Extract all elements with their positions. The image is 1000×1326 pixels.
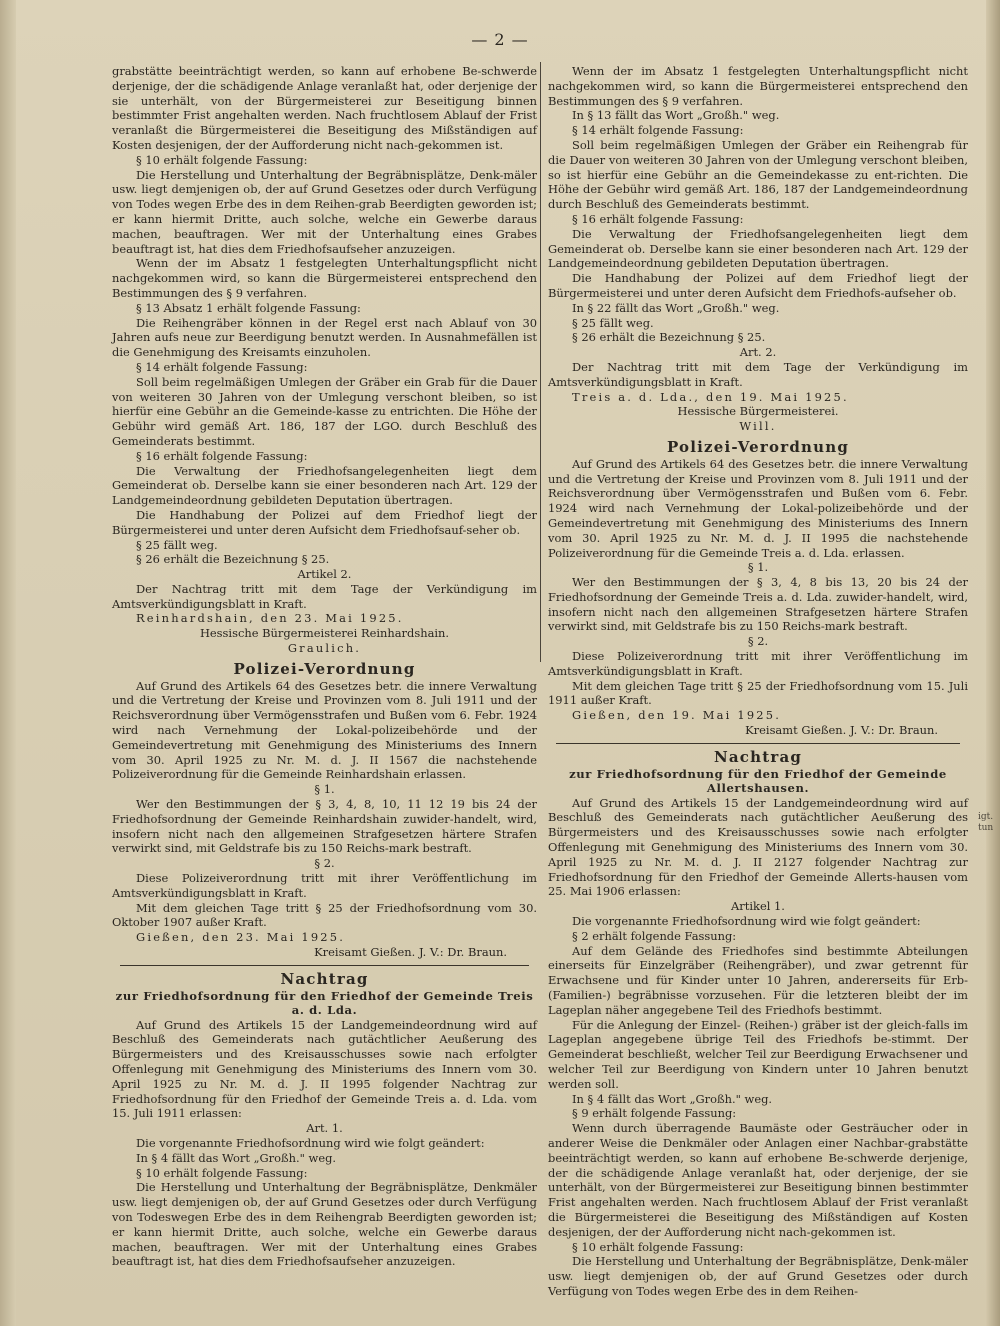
right-column <box>548 64 968 1299</box>
paragraph-number: § 1. <box>314 782 335 797</box>
paragraph: Wenn durch überragende Baumäste oder Gesträucher oder in anderer Weise die Denkmäler oder Anlagen einer Nachbar-grabstätte beeinträchtigt werden, so kann auf erhobene Be-schwerde derjenige, der die schädigende Anlage veranlaßt hat, oder derjenige, der sie unterhält, von der Bürgermeisterei zur Beseitigung binnen bestimmter Frist angehalten werden. Nach fruchtlosem Ablauf der Frist veranlaßt die Bürgermeisterei die Beseitigung des Mißständigen auf Kosten desjenigen, der der Aufforderung nicht nach-gekommen ist. <box>548 1121 968 1239</box>
page-number: — 2 — <box>471 30 529 49</box>
section-heading: § 10 erhält folgende Fassung: <box>136 152 308 167</box>
separator-rule <box>120 965 529 966</box>
section-heading: § 25 fällt weg. <box>136 537 218 552</box>
section-heading: § 14 erhält folgende Fassung: <box>136 359 308 374</box>
paragraph: Auf Grund des Artikels 64 des Gesetzes betr. die innere Verwaltung und die Vertretung der Kreise und Provinzen vom 8. Juli 1911 und der Reichsverordnung über Vermögensstrafen und Bußen vom 6. Febr. 1924 wird nach Vernehmung der Lokal-polizeibehörde und der Gemeindevertretung mit Genehmigung des Ministeriums des Innern vom 30. April 1925 zu Nr. M. d. J. II 1567 die nachstehende Polizeiverordnung für die Gemeinde Reinhardshain erlassen. <box>112 678 537 782</box>
paragraph: Soll beim regelmäßigen Umlegen der Gräber ein Grab für die Dauer von weiteren 30 Jahren von der Umlegung verschont bleiben, so ist hierfür eine Gebühr an die Gemeinde-kasse zu entrichten. Die Höhe der Gebühr wird gemäß Art. 186, 187 der LGO. durch Beschluß des Gemeinderats bestimmt. <box>112 374 537 448</box>
paragraph: Wer den Bestimmungen der § 3, 4, 8 bis 13, 20 bis 24 der Friedhofsordnung der Gemeinde Treis a. d. Lda. zuwider-handelt, wird, insofern nicht nach den allgemeinen Strafgesetzen härtere Strafen verwirkt sind, mit Geldstrafe bis zu 150 Reichs-mark bestraft. <box>548 575 968 634</box>
place-date: Treis a. d. Lda., den 19. Mai 1925. <box>572 389 849 404</box>
section-heading: § 10 erhält folgende Fassung: <box>136 1165 308 1180</box>
place-date: Gießen, den 23. Mai 1925. <box>136 930 346 945</box>
paragraph: Die vorgenannte Friedhofsordnung wird wie folgt geändert: <box>136 1135 485 1150</box>
paragraph: Der Nachtrag tritt mit dem Tage der Verkündigung im Amtsverkündigungsblatt in Kraft. <box>548 359 968 389</box>
section-heading: § 2 erhält folgende Fassung: <box>572 928 737 943</box>
page-right-edge <box>986 0 1000 1326</box>
signature: Kreisamt Gießen. J. V.: Dr. Braun. <box>745 723 938 738</box>
signature: Will. <box>739 419 777 434</box>
notice-subtitle: zur Friedhofsordnung für den Friedhof der Gemeinde Treis a. d. Lda. <box>115 988 534 1017</box>
paragraph: Wenn der im Absatz 1 festgelegten Unterhaltungspflicht nicht nachgekommen wird, so kann die Bürgermeisterei entsprechend den Bestimmungen des § 9 verfahren. <box>548 64 968 108</box>
separator-rule <box>556 743 960 744</box>
paragraph: Diese Polizeiverordnung tritt mit ihrer Veröffentlichung im Amtsverkündigungsblatt in Kraft. <box>112 871 537 900</box>
authority: Hessische Bürgermeisterei. <box>677 404 839 419</box>
authority: Hessische Bürgermeisterei Reinhardshain. <box>199 626 450 641</box>
paragraph: Die Handhabung der Polizei auf dem Friedhof liegt der Bürgermeisterei und unter deren Aufsicht dem Friedhofs-aufseher ob. <box>548 271 968 300</box>
article-heading: Art. 2. <box>739 345 777 360</box>
paragraph: Die Handhabung der Polizei auf dem Friedhof liegt der Bürgermeisterei und unter deren Aufsicht dem Friedhofsauf-seher ob. <box>112 507 537 537</box>
paragraph: Die Herstellung und Unterhaltung der Begräbnisplätze, Denk-mäler usw. liegt demjenigen ob, der auf Grund Gesetzes oder durch Verfügung von Todes wegen Erbe des in dem Reihen-grab Beerdigten geworden ist; er kann hiermit Dritte, auch solche, welche ein Gewerbe daraus machen, beauftragen. Wer mit der Unterhaltung eines Grabes beauftragt ist, hat dies dem Friedhofsaufseher anzuzeigen. <box>112 167 537 256</box>
paragraph: Auf Grund des Artikels 15 der Landgemeindeordnung wird auf Beschluß des Gemeinderats nach gutächtlicher Aeußerung des Bürgermeisters und des Kreisausschusses sowie nach erfolgter Offenlegung mit Genehmigung des Ministeriums des Innern vom 30. April 1925 zu Nr. M. d. J. II 1995 folgender Nachtrag zur Friedhofsordnung für den Friedhof der Gemeinde Treis a. d. Lda. vom 15. Juli 1911 erlassen: <box>112 1017 537 1121</box>
paragraph: grabstätte beeinträchtigt werden, so kann auf erhobene Be-schwerde derjenige, der die schädigende Anlage veranlaßt hat, oder derjenige der sie unterhält, von der Bürgermeisterei zur Beseitigung binnen bestimmter Frist angehalten werden. Nach fruchtlosem Ablauf der Frist veranlaßt die Bürgermeisterei die Beseitigung des Mißständigen auf Kosten desjenigen, der der Aufforderung nicht nach-gekommen ist. <box>112 64 537 152</box>
section-heading: In § 4 fällt das Wort „Großh." weg. <box>136 1150 337 1165</box>
section-heading: § 26 erhält die Bezeichnung § 25. <box>572 330 766 345</box>
article-heading: Art. 1. <box>306 1121 343 1136</box>
paragraph: Der Nachtrag tritt mit dem Tage der Verkündigung im Amtsverkündigungsblatt in Kraft. <box>112 581 537 611</box>
section-heading: § 10 erhält folgende Fassung: <box>572 1239 744 1254</box>
notice-title: Nachtrag <box>713 747 803 766</box>
section-heading: § 14 erhält folgende Fassung: <box>572 123 744 138</box>
paragraph: Die Verwaltung der Friedhofsangelegenheiten liegt dem Gemeinderat ob. Derselbe kann sie einer besonderen nach Art. 129 der Landgemeindeordnung gebildeten Deputation übertragen. <box>548 226 968 271</box>
section-heading: § 16 erhält folgende Fassung: <box>572 211 744 226</box>
notice-title: Nachtrag <box>280 969 369 988</box>
paragraph-number: § 1. <box>747 560 769 575</box>
paragraph: Die Herstellung und Unterhaltung der Begräbnisplätze, Denk-mäler usw. liegt demjenigen ob, der auf Grund Gesetzes oder durch Verfügung von Todes wegen Erbe des in dem Reihen- <box>548 1254 968 1298</box>
page-binding-edge <box>0 0 16 1326</box>
signature: Graulich. <box>287 641 362 656</box>
column-divider <box>540 62 541 662</box>
paragraph: Für die Anlegung der Einzel- (Reihen-) gräber ist der gleich-falls im Lageplan angegebene übrige Teil des Friedhofs be-stimmt. Der Gemeinderat beschließt, welcher Teil zur Beerdigung Erwachsener und welcher Teil zur Beerdigung von Kindern unter 10 Jahren benutzt werden soll. <box>548 1017 968 1091</box>
paragraph: Mit dem gleichen Tage tritt § 25 der Friedhofsordnung vom 30. Oktober 1907 außer Kraft. <box>112 900 537 930</box>
notice-title: Polizei-Verordnung <box>666 437 850 456</box>
place-date: Reinhardshain, den 23. Mai 1925. <box>136 611 404 626</box>
paragraph: Wenn der im Absatz 1 festgelegten Unterhaltungspflicht nicht nachgekommen wird, so kann die Bürgermeisterei entsprechend den Bestimmungen des § 9 verfahren. <box>112 256 537 300</box>
paragraph: Soll beim regelmäßigen Umlegen der Gräber ein Reihengrab für die Dauer von weiteren 30 Jahren von der Umlegung verschont bleiben, so ist hierfür eine Gebühr an die Gemeindekasse zu ent-richten. Die Höhe der Gebühr wird gemäß Art. 186, 187 der Landgemeindeordnung durch Beschluß des Gemeinderats bestimmt. <box>548 137 968 212</box>
paragraph-number: § 2. <box>747 634 769 649</box>
section-heading: § 16 erhält folgende Fassung: <box>136 448 308 463</box>
margin-note: igt. tun <box>978 812 994 833</box>
paragraph-number: § 2. <box>314 856 335 871</box>
notice-title: Polizei-Verordnung <box>233 659 416 678</box>
section-heading: In § 22 fällt das Wort „Großh." weg. <box>572 300 780 315</box>
paragraph: Die vorgenannte Friedhofsordnung wird wie folgt geändert: <box>572 914 921 929</box>
paragraph: Die Herstellung und Unterhaltung der Begräbnisplätze, Denkmäler usw. liegt demjenigen ob, der auf Grund Gesetzes oder durch Verfügung von Todeswegen Erbe des in dem Reihengrab Beerdigten geworden ist; er kann hiermit Dritte, auch solche, welche ein Gewerbe daraus machen, beauftragen. Wer mit der Unterhaltung eines Grabes beauftragt ist, hat dies dem Friedhofsaufseher anzuzeigen. <box>112 1180 537 1269</box>
place-date: Gießen, den 19. Mai 1925. <box>572 708 782 723</box>
section-heading: § 13 Absatz 1 erhält folgende Fassung: <box>136 300 361 315</box>
section-heading: In § 4 fällt das Wort „Großh." weg. <box>572 1091 773 1106</box>
paragraph: Auf Grund des Artikels 15 der Landgemeindeordnung wird auf Beschluß des Gemeinderats nach gutächtlicher Aeußerung des Bürgermeisters und des Kreisausschusses sowie nach erfolgter Offenlegung mit Genehmigung des Ministeriums des Innern vom 30. April 1925 zu Nr. M. d. J. II 2127 folgender Nachtrag zur Friedhofsordnung für den Friedhof der Gemeinde Allerts-hausen vom 25. Mai 1906 erlassen: <box>548 795 968 899</box>
section-heading: In § 13 fällt das Wort „Großh." weg. <box>572 108 780 123</box>
paragraph: Auf Grund des Artikels 64 des Gesetzes betr. die innere Verwaltung und die Vertretung der Kreise und Provinzen vom 8. Juli 1911 und der Reichsverordnung über Vermögensstrafen und Bußen vom 6. Febr. 1924 wird nach Vernehmung der Lokal-polizeibehörde und der Gemeindevertretung mit Genehmigung des Ministeriums des Innern vom 30. April 1925 zu Nr. M. d. J. II 1995 die nachstehende Polizeiverordnung für die Gemeinde Treis a. d. Lda. erlassen. <box>548 456 968 560</box>
paragraph: Wer den Bestimmungen der § 3, 4, 8, 10, 11 12 19 bis 24 der Friedhofsordnung der Gemeinde Reinhardshain zuwider-handelt, wird, insofern nicht nach den allgemeinen Strafgesetzen härtere Strafen verwirkt sind, mit Geldstrafe bis zu 150 Reichs-mark bestraft. <box>112 797 537 856</box>
paragraph: Mit dem gleichen Tage tritt § 25 der Friedhofsordnung vom 15. Juli 1911 außer Kraft. <box>548 678 968 708</box>
paragraph: Die Verwaltung der Friedhofsangelegenheiten liegt dem Gemeinderat ob. Derselbe kann sie einer besonderen nach Art. 129 der Landgemeindeordnung gebildeten Deputation übertragen. <box>112 463 537 508</box>
section-heading: § 26 erhält die Bezeichnung § 25. <box>136 552 330 567</box>
section-heading: § 25 fällt weg. <box>572 315 654 330</box>
section-heading: § 9 erhält folgende Fassung: <box>572 1106 737 1121</box>
notice-subtitle: zur Friedhofsordnung für den Friedhof der Gemeinde Allertshausen. <box>569 766 947 795</box>
signature: Kreisamt Gießen. J. V.: Dr. Braun. <box>314 945 507 960</box>
paragraph: Die Reihengräber können in der Regel erst nach Ablauf von 30 Jahren aufs neue zur Beerdigung benutzt werden. In Ausnahmefällen ist die Genehmigung des Kreisamts einzuholen. <box>112 315 537 360</box>
paragraph: Auf dem Gelände des Friedhofes sind bestimmte Abteilungen einerseits für Einzelgräber (Reihengräber), und zwar getrennt für Erwachsene und für Kinder unter 10 Jahren, andererseits für Erb- (Familien-) begräbnisse vorzusehen. Für die letzteren bleibt der im Lageplan näher angegebene Teil des Friedhofs bestimmt. <box>548 943 968 1017</box>
left-column <box>112 64 537 1269</box>
paragraph: Diese Polizeiverordnung tritt mit ihrer Veröffentlichung im Amtsverkündigungsblatt in Kraft. <box>548 649 968 678</box>
article-heading: Artikel 2. <box>297 567 352 582</box>
article-heading: Artikel 1. <box>731 899 785 914</box>
